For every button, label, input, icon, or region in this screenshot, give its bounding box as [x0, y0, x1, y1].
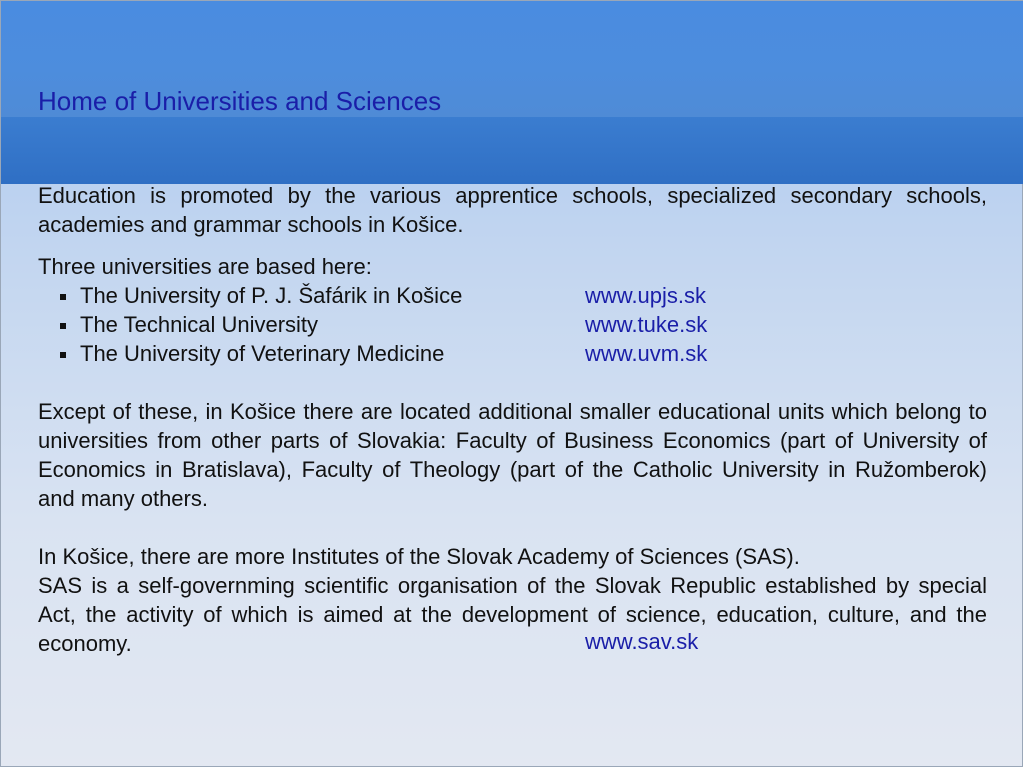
list-item	[38, 310, 987, 339]
universities-list	[38, 281, 987, 368]
sas-description	[38, 571, 987, 658]
other-units-paragraph: Except of these, in Košice there are located additional smaller educational units which belong to universities from other parts of Slovakia: Faculty of Business Economics (part of University of Economics in Bratislava), Faculty of Theology (part of the Catholic University in Ružomberok) and many others.	[38, 399, 987, 511]
slide-title: Home of Universities and Sciences	[38, 86, 442, 116]
sav-link[interactable]: www.sav.sk	[585, 629, 699, 654]
university-name: The Technical University	[80, 312, 319, 337]
universities-heading: Three universities are based here:	[38, 254, 372, 279]
header-bottom-band	[1, 117, 1023, 184]
bullet-icon	[60, 294, 66, 300]
university-link-uvm[interactable]: www.uvm.sk	[585, 341, 708, 366]
sas-description-text: SAS is a self-governming scientific organisation of the Slovak Republic established by special Act, the activity of which is aimed at the development of science, education, culture, and the economy.	[38, 573, 987, 656]
list-item	[38, 281, 987, 310]
bullet-icon	[60, 352, 66, 358]
sas-intro: In Košice, there are more Institutes of the Slovak Academy of Sciences (SAS).	[38, 544, 800, 569]
university-link-upjs[interactable]: www.upjs.sk	[585, 283, 707, 308]
list-item	[38, 339, 987, 368]
university-link-tuke[interactable]: www.tuke.sk	[585, 312, 708, 337]
intro-paragraph: Education is promoted by the various apprentice schools, specialized secondary schools, academies and grammar schools in Košice.	[38, 183, 987, 237]
university-name: The University of P. J. Šafárik in Košice	[80, 283, 463, 308]
university-name: The University of Veterinary Medicine	[80, 341, 445, 366]
bullet-icon	[60, 323, 66, 329]
slide-content	[38, 181, 987, 658]
